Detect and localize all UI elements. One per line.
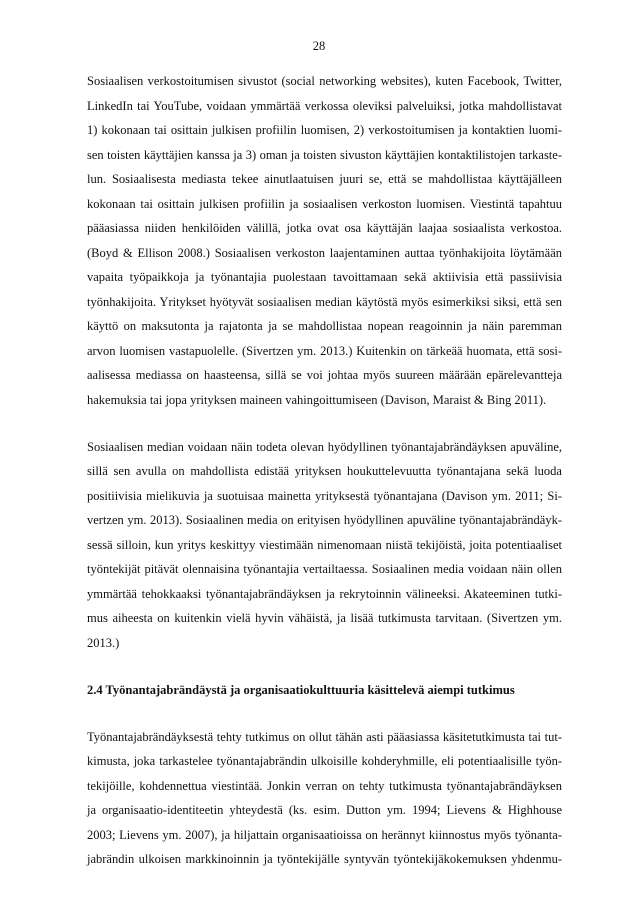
paragraph-line: (Boyd & Ellison 2008.) Sosiaalisen verkoston laajentaminen auttaa työnhakijoita löytämään [87, 246, 562, 260]
paragraph-line: arvon luomisen vastapuolelle. (Sivertzen ym. 2013.) Kuitenkin on tärkeää huomata, että sosi- [87, 344, 562, 358]
page-number: 28 [312, 39, 326, 53]
paragraph-line: 2013.) [87, 636, 120, 650]
paragraph-line: työntekijät pitävät olennaisina työnantajia vertailtaessa. Sosiaalinen media voidaan näin ollen [87, 562, 562, 576]
paragraph-line: mus aiheesta on kuitenkin vielä hyvin vähäistä, ja lisää tutkimusta tarvitaan. (Sivertzen ym. [87, 611, 562, 625]
paragraph-line: ymmärtää tehokkaaksi työnantajabrändäyksen ja rekrytoinnin välineeksi. Akateeminen tutki- [87, 587, 562, 601]
paragraph-line: jabrändin ulkoisen markkinoinnin ja työntekijälle syntyvän työntekijäkokemuksen yhdenmu- [87, 852, 562, 866]
paragraph-line: työnhakijoita. Yritykset hyötyvät sosiaalisen median käytöstä myös esimerkiksi siksi, että sen [87, 295, 562, 309]
paragraph-line: ja organisaatio-identiteetin yhteydestä (ks. esim. Dutton ym. 1994; Lievens & Highhouse [87, 803, 562, 817]
paragraph-line: käyttö on maksutonta ja rajatonta ja se mahdollistaa nopean reagoinnin ja näin paremman [87, 319, 562, 333]
paragraph-line: tekijöille, kohdennettua viestintää. Jonkin verran on tehty tutkimusta työnantajabrändäyksen [87, 779, 562, 793]
paragraph-line: aalisessa mediassa on haasteensa, sillä se voi johtaa myös suureen määrään epärelevantteja [87, 368, 562, 382]
paragraph-line: Työnantajabrändäyksestä tehty tutkimus on ollut tähän asti pääasiassa käsitetutkimusta tai tut- [87, 730, 562, 744]
paragraph-line: sessä silloin, kun yritys keskittyy viestimään nimenomaan niistä tekijöistä, joita potentiaaliset [87, 538, 562, 552]
paragraph-line: kimusta, joka tarkastelee työnantajabrändin ulkoisille kohderyhmille, eli potentiaalisille työn- [87, 754, 562, 768]
section-heading: 2.4 Työnantajabrändäystä ja organisaatiokulttuuria käsittelevä aiempi tutkimus [87, 683, 515, 697]
paragraph-line: sen toisten käyttäjien kanssa ja 3) oman ja toisten sivuston käyttäjien kontaktilistojen tarkaste- [87, 148, 562, 162]
paragraph-line: Sosiaalisen verkostoitumisen sivustot (social networking websites), kuten Facebook, Twitter, [87, 74, 562, 88]
paragraph-line: LinkedIn tai YouTube, voidaan ymmärtää verkossa oleviksi palveluiksi, jotka mahdollistavat [87, 99, 562, 113]
paragraph-line: hakemuksia tai jopa yrityksen maineen vahingoittumiseen (Davison, Maraist & Bing 2011). [87, 393, 547, 407]
paragraph-line: sillä sen avulla on mahdollista edistää yrityksen houkuttelevuutta työnantajana sekä luoda [87, 464, 562, 478]
paragraph-line: kokonaan tai osittain julkisen profiilin ja sosiaalisen verkoston luomisen. Viestintä tapahtuu [87, 197, 562, 211]
paragraph-line: Sosiaalisen median voidaan näin todeta olevan hyödyllinen työnantajabrändäyksen apuväline, [87, 440, 562, 454]
paragraph-line: vertzen ym. 2013). Sosiaalinen media on erityisen hyödyllinen apuväline työnantajabrändäyk- [87, 513, 562, 527]
paragraph-line: lun. Sosiaalisesta mediasta tekee ainutlaatuisen juuri se, että se mahdollistaa käyttäjälleen [87, 172, 562, 186]
paragraph-line: positiivisia mielikuvia ja suotuisaa mainetta yrityksestä työnantajana (Davison ym. 2011; Si- [87, 489, 562, 503]
paragraph-line: 1) kokonaan tai osittain julkisen profiilin luomisen, 2) verkostoitumisen ja kontaktien luomi- [87, 123, 562, 137]
paragraph-line: 2003; Lievens ym. 2007), ja hiljattain organisaatioissa on herännyt kiinnostus myös työnanta- [87, 828, 562, 842]
paragraph-line: vapaita työpaikkoja ja työnantajia puolestaan tavoittamaan sekä aktiivisia että passiivisia [87, 270, 562, 284]
paragraph-line: pääasiassa niiden henkilöiden välillä, jotka ovat osa käyttäjän laajaa sosiaalista verkostoa. [87, 221, 562, 235]
